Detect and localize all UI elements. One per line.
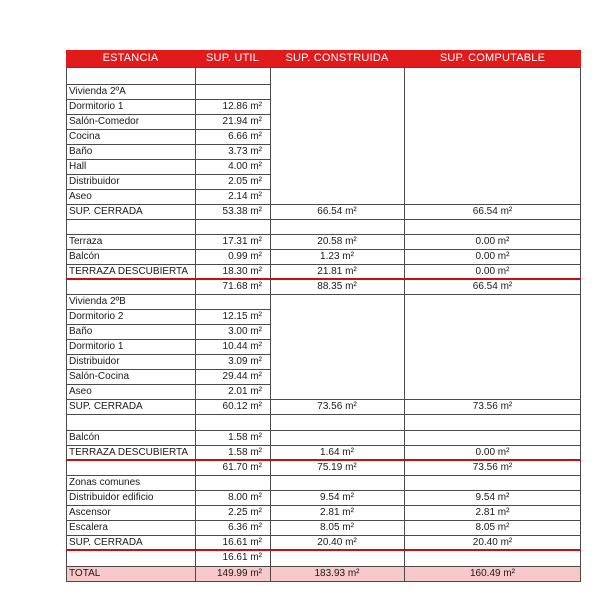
table-row <box>66 309 581 324</box>
table-row <box>66 505 581 520</box>
row-divider <box>66 114 270 115</box>
row-divider <box>66 84 270 85</box>
row-sup-computable: 20.40 m² <box>472 537 513 548</box>
table-row <box>66 129 581 144</box>
table-row <box>66 430 581 445</box>
row-sup-computable: 160.49 m² <box>469 568 516 579</box>
row-estancia: Distribuidor edificio <box>69 492 154 503</box>
table-row <box>66 535 581 550</box>
row-sup-computable <box>404 369 581 384</box>
row-sup-util: 2.25 m² <box>228 507 262 518</box>
row-sup-construida <box>270 114 404 129</box>
row-sup-construida <box>270 324 404 339</box>
row-estancia: Balcón <box>69 432 100 443</box>
row-sup-util: 17.31 m² <box>222 236 262 247</box>
row-sup-construida: 1.23 m² <box>320 251 354 262</box>
row-sup-util: 0.99 m² <box>228 251 262 262</box>
row-sup-util: 2.05 m² <box>228 176 262 187</box>
row-sup-computable <box>404 144 581 159</box>
table-row <box>66 234 581 249</box>
row-sup-construida <box>270 339 404 354</box>
row-sup-util <box>195 475 270 490</box>
row-sup-computable <box>404 174 581 189</box>
row-sup-construida <box>270 475 404 490</box>
row-sup-computable <box>404 294 581 309</box>
row-estancia: Salón-Comedor <box>69 116 140 127</box>
row-sup-computable <box>404 550 581 565</box>
row-sup-util: 149.99 m² <box>216 568 262 579</box>
row-estancia: Vivienda 2ºA <box>69 86 126 97</box>
row-sup-construida <box>270 159 404 174</box>
row-sup-computable <box>404 384 581 399</box>
row-estancia: Baño <box>69 146 93 157</box>
row-sup-construida: 75.19 m² <box>317 462 357 473</box>
row-sup-construida <box>270 189 404 204</box>
row-estancia: Zonas comunes <box>69 477 141 488</box>
row-sup-computable: 0.00 m² <box>475 236 510 247</box>
table-row <box>66 445 581 460</box>
row-sup-util: 16.61 m² <box>222 537 262 548</box>
row-divider <box>66 384 270 385</box>
row-sup-util: 12.86 m² <box>222 101 262 112</box>
row-estancia: Baño <box>69 326 93 337</box>
row-sup-computable: 0.00 m² <box>475 447 510 458</box>
row-divider <box>66 581 581 582</box>
row-sup-util: 71.68 m² <box>222 281 262 292</box>
table-row <box>66 460 581 475</box>
row-divider <box>66 264 581 265</box>
row-sup-construida: 20.40 m² <box>317 537 357 548</box>
row-sup-computable <box>404 339 581 354</box>
row-sup-construida <box>270 129 404 144</box>
row-sup-computable <box>404 114 581 129</box>
row-estancia: Aseo <box>69 386 92 397</box>
row-sup-computable <box>404 159 581 174</box>
row-estancia: Ascensor <box>69 507 111 518</box>
row-sup-construida <box>270 294 404 309</box>
row-sup-construida: 8.05 m² <box>320 522 354 533</box>
row-divider <box>66 505 581 506</box>
row-divider <box>66 445 581 446</box>
row-sup-construida <box>270 430 404 445</box>
row-sup-construida: 21.81 m² <box>317 266 357 277</box>
row-estancia: TERRAZA DESCUBIERTA <box>69 447 189 458</box>
row-sup-construida <box>270 309 404 324</box>
row-divider <box>66 475 581 476</box>
row-sup-util: 3.09 m² <box>228 356 262 367</box>
row-estancia <box>66 550 195 565</box>
row-sup-construida: 9.54 m² <box>320 492 354 503</box>
row-sup-construida <box>270 384 404 399</box>
row-divider <box>66 430 581 431</box>
row-divider <box>66 67 581 68</box>
row-estancia: Cocina <box>69 131 101 142</box>
surface-table <box>66 50 581 582</box>
row-sup-computable: 73.56 m² <box>472 401 513 412</box>
row-divider <box>66 144 270 145</box>
row-sup-construida <box>270 550 404 565</box>
row-estancia: TOTAL <box>69 568 101 579</box>
row-sup-util <box>195 294 270 309</box>
row-sup-computable: 73.56 m² <box>472 462 513 473</box>
row-divider <box>66 129 270 130</box>
row-sup-construida: 2.81 m² <box>320 507 354 518</box>
row-estancia: Distribuidor <box>69 356 120 367</box>
table-row <box>66 399 581 414</box>
row-sup-util: 10.44 m² <box>222 341 262 352</box>
row-sup-construida <box>270 174 404 189</box>
header-sup-construida: SUP. CONSTRUIDA <box>285 52 389 64</box>
row-sup-construida <box>270 369 404 384</box>
row-divider <box>66 234 581 235</box>
row-divider <box>66 535 581 536</box>
table-row <box>66 159 581 174</box>
row-sup-computable: 9.54 m² <box>475 492 510 503</box>
table-row <box>66 144 581 159</box>
row-divider <box>66 369 270 370</box>
row-sup-util: 6.36 m² <box>228 522 262 533</box>
table-row <box>66 294 581 309</box>
table-row <box>66 99 581 114</box>
row-estancia: Dormitorio 2 <box>69 311 124 322</box>
row-sup-util: 53.38 m² <box>222 206 262 217</box>
table-row <box>66 114 581 129</box>
table-row <box>66 384 581 399</box>
row-sup-util: 21.94 m² <box>222 116 262 127</box>
table-row <box>66 490 581 505</box>
row-sup-util: 29.44 m² <box>222 371 262 382</box>
row-divider <box>66 159 270 160</box>
row-sup-computable <box>404 129 581 144</box>
section-separator <box>66 549 581 551</box>
row-sup-computable: 0.00 m² <box>475 251 510 262</box>
row-sup-util: 18.30 m² <box>222 266 262 277</box>
row-sup-util: 4.00 m² <box>228 161 262 172</box>
row-sup-computable <box>404 309 581 324</box>
table-row <box>66 249 581 264</box>
table-row <box>66 369 581 384</box>
table-row <box>66 279 581 294</box>
row-sup-computable: 66.54 m² <box>472 206 513 217</box>
row-sup-construida: 20.58 m² <box>317 236 357 247</box>
row-sup-util <box>195 84 270 99</box>
row-estancia: Vivienda 2ºB <box>69 296 126 307</box>
row-sup-construida: 88.35 m² <box>317 281 357 292</box>
row-estancia: SUP. CERRADA <box>69 206 143 217</box>
row-sup-computable <box>404 430 581 445</box>
row-sup-computable <box>404 354 581 369</box>
table-row <box>66 324 581 339</box>
row-sup-util: 1.58 m² <box>228 447 262 458</box>
row-divider <box>66 520 581 521</box>
row-estancia: Escalera <box>69 522 108 533</box>
row-estancia: SUP. CERRADA <box>69 537 143 548</box>
table-row <box>66 204 581 219</box>
table-row <box>66 189 581 204</box>
row-sup-util: 1.58 m² <box>228 432 262 443</box>
row-sup-construida <box>270 144 404 159</box>
row-sup-util: 3.73 m² <box>228 146 262 157</box>
row-sup-computable <box>404 189 581 204</box>
row-divider <box>66 339 270 340</box>
row-sup-construida: 66.54 m² <box>317 206 357 217</box>
table-row <box>66 566 581 581</box>
header-sup-computable: SUP. COMPUTABLE <box>439 52 546 64</box>
row-divider <box>66 490 581 491</box>
row-divider <box>66 294 581 295</box>
row-sup-construida: 1.64 m² <box>320 447 354 458</box>
row-sup-construida <box>270 354 404 369</box>
table-row <box>66 84 581 99</box>
row-divider <box>66 414 581 415</box>
row-estancia: Balcón <box>69 251 100 262</box>
row-estancia: Distribuidor <box>69 176 120 187</box>
row-sup-util: 8.00 m² <box>228 492 262 503</box>
row-divider <box>66 189 270 190</box>
row-divider <box>66 309 270 310</box>
row-estancia: Hall <box>69 161 87 172</box>
row-sup-computable: 66.54 m² <box>472 281 513 292</box>
row-estancia: Dormitorio 1 <box>69 101 124 112</box>
header-sup-util: SUP. UTIL <box>206 52 259 64</box>
row-divider <box>66 324 270 325</box>
row-sup-util: 6.66 m² <box>228 131 262 142</box>
row-sup-computable <box>404 475 581 490</box>
row-sup-computable <box>404 84 581 99</box>
row-sup-util: 2.14 m² <box>228 191 262 202</box>
row-estancia: Aseo <box>69 191 92 202</box>
row-divider <box>66 399 581 400</box>
row-sup-util: 12.15 m² <box>222 311 262 322</box>
row-divider <box>66 204 581 205</box>
row-sup-computable: 2.81 m² <box>475 507 510 518</box>
row-divider <box>66 249 581 250</box>
row-divider <box>66 566 581 567</box>
row-sup-util: 61.70 m² <box>222 462 262 473</box>
row-sup-util: 2.01 m² <box>228 386 262 397</box>
row-estancia: Dormitorio 1 <box>69 341 124 352</box>
section-separator <box>66 459 581 461</box>
row-sup-util: 3.00 m² <box>228 326 262 337</box>
row-sup-util: 16.61 m² <box>222 552 262 563</box>
row-estancia: SUP. CERRADA <box>69 401 143 412</box>
section-separator <box>66 278 581 280</box>
row-sup-construida: 73.56 m² <box>317 401 357 412</box>
table-row <box>66 264 581 279</box>
table-row <box>66 550 581 565</box>
row-sup-construida <box>270 84 404 99</box>
row-estancia <box>66 460 195 475</box>
table-row <box>66 339 581 354</box>
table-row <box>66 475 581 490</box>
row-divider <box>66 219 581 220</box>
table-header <box>66 50 581 67</box>
row-sup-construida: 183.93 m² <box>314 568 360 579</box>
row-sup-computable: 0.00 m² <box>475 266 510 277</box>
row-estancia: Terraza <box>69 236 103 247</box>
header-estancia: ESTANCIA <box>102 52 159 64</box>
row-sup-construida <box>270 99 404 114</box>
row-sup-computable <box>404 324 581 339</box>
table-row <box>66 520 581 535</box>
row-divider <box>66 174 270 175</box>
row-estancia <box>66 279 195 294</box>
row-estancia: TERRAZA DESCUBIERTA <box>69 266 189 277</box>
row-sup-util: 60.12 m² <box>222 401 262 412</box>
row-estancia: Salón-Cocina <box>69 371 130 382</box>
row-divider <box>66 99 270 100</box>
row-sup-computable: 8.05 m² <box>475 522 510 533</box>
row-sup-computable <box>404 99 581 114</box>
table-row <box>66 174 581 189</box>
row-divider <box>66 354 270 355</box>
table-row <box>66 354 581 369</box>
